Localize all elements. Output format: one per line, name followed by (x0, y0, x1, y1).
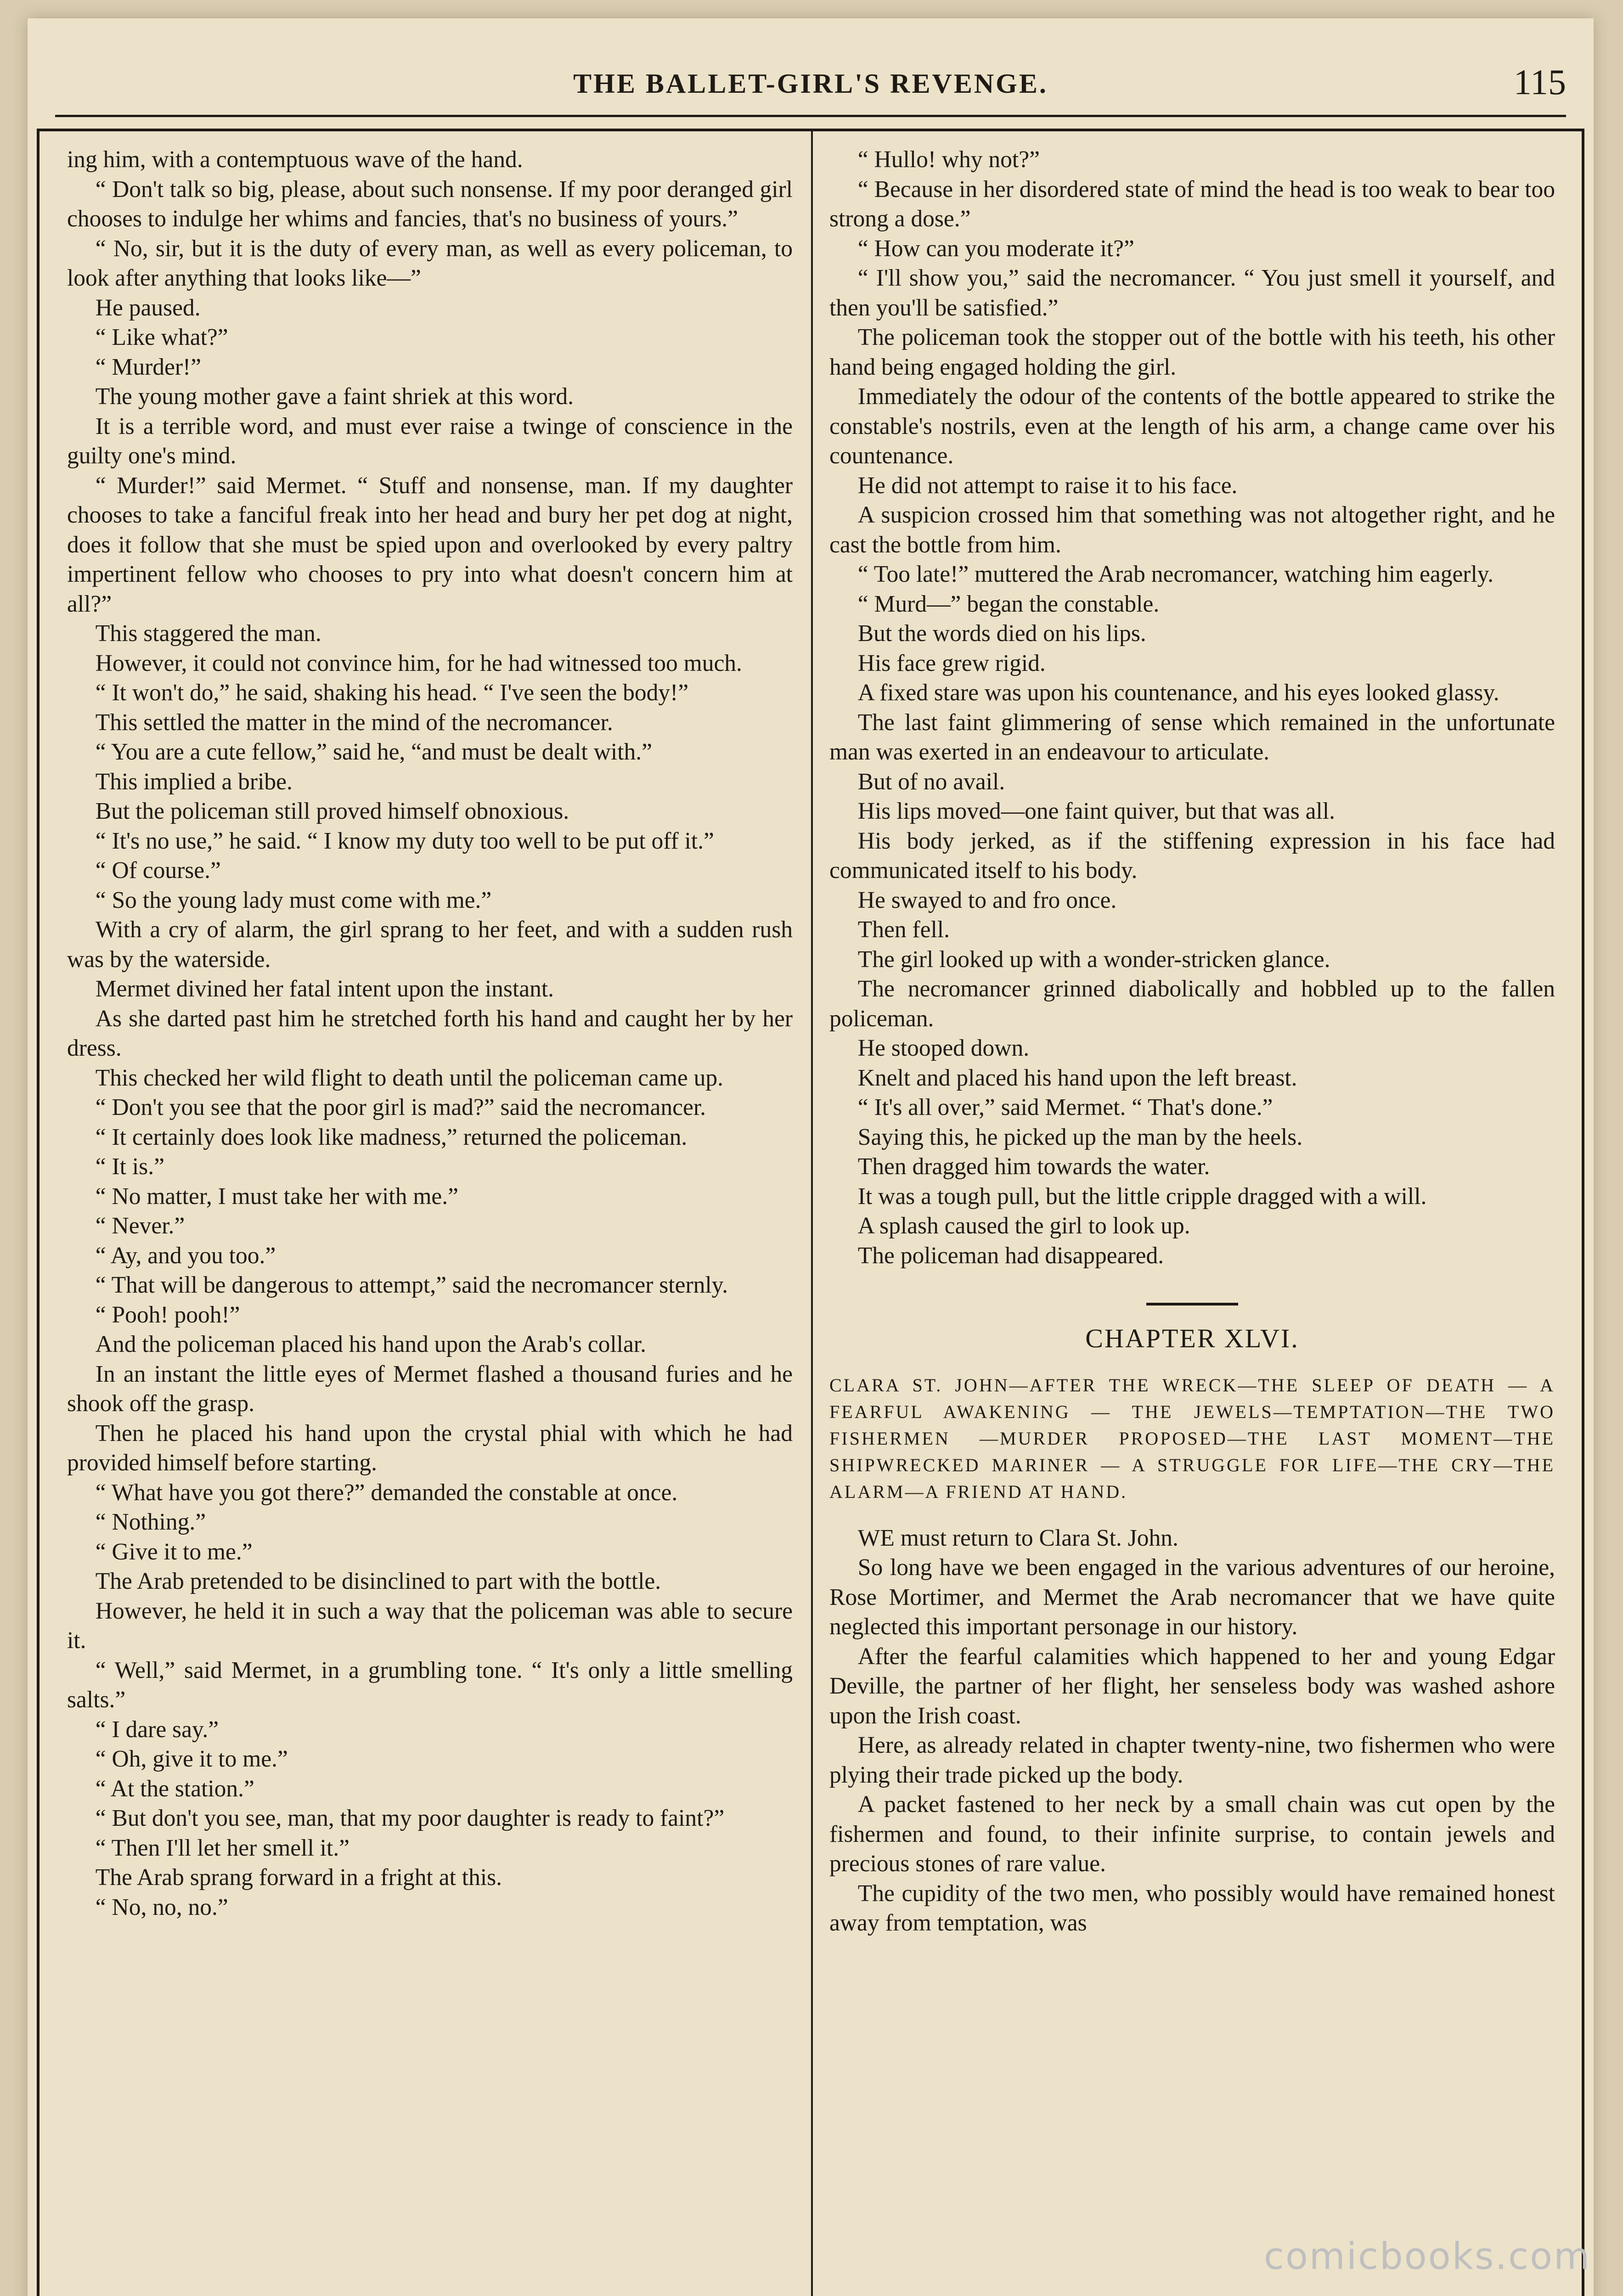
paragraph: After the fearful calamities which happened to her and young Edgar Deville, the partner of her flight, her senseless body was washed ashore upon the Irish coast. (829, 1643, 1555, 1729)
paragraph: Immediately the odour of the contents of the bottle appeared to strike the constable's nostrils, even at the length of his arm, a change came over his countenance. (829, 383, 1555, 469)
paragraph: “ No, sir, but it is the duty of every man, as well as every policeman, to look after anything that looks like—” (67, 235, 793, 291)
paragraph: Mermet divined her fatal intent upon the instant. (95, 976, 554, 1002)
chapter-paragraphs (829, 1524, 1555, 1938)
paragraph: “ Of course.” (95, 857, 221, 884)
paragraph: “ It certainly does look like madness,” returned the policeman. (95, 1124, 688, 1150)
paragraph: Saying this, he picked up the man by the heels. (857, 1124, 1303, 1150)
paragraph: He stooped down. (857, 1035, 1030, 1061)
paragraph: The policeman had disappeared. (857, 1242, 1164, 1269)
book-page (28, 18, 1594, 2296)
paragraph: Here, as already related in chapter twenty-nine, two fishermen who were plying their trade picked up the body. (829, 1732, 1555, 1788)
page-number: 115 (1513, 62, 1566, 102)
paragraph: It was a tough pull, but the little cripple dragged with a will. (857, 1183, 1427, 1210)
paragraph: “ So the young lady must come with me.” (95, 887, 492, 913)
paragraph: “ No, no, no.” (95, 1894, 228, 1920)
paragraph: “ I dare say.” (95, 1716, 219, 1743)
paragraph: With a cry of alarm, the girl sprang to her feet, and with a sudden rush was by the waterside. (67, 917, 793, 973)
paragraph: This checked her wild flight to death until the policeman came up. (95, 1064, 723, 1091)
paragraph: “ What have you got there?” demanded the constable at once. (95, 1479, 678, 1506)
paragraph: “ Murd—” began the constable. (857, 591, 1160, 617)
paragraph: His face grew rigid. (857, 650, 1046, 676)
right-column-paragraphs (829, 145, 1555, 1271)
paragraph: A packet fastened to her neck by a small chain was cut open by the fishermen and found, to their infinite surprise, to contain jewels and precious stones of rare value. (829, 1791, 1555, 1877)
paragraph: WE must return to Clara St. John. (857, 1525, 1178, 1551)
paragraph: The young mother gave a faint shriek at this word. (95, 383, 574, 410)
paragraph: Knelt and placed his hand upon the left breast. (857, 1064, 1297, 1091)
paragraph: “ Nothing.” (95, 1509, 206, 1535)
paragraph: He paused. (95, 294, 201, 321)
paragraph: “ Don't talk so big, please, about such nonsense. If my poor deranged girl chooses to indulge her whims and fancies, that's no business of yours.” (67, 176, 793, 232)
page-header (55, 51, 1566, 117)
paragraph: “ Pooh! pooh!” (95, 1301, 240, 1328)
paragraph: “ Murder!” said Mermet. “ Stuff and nonsense, man. If my daughter chooses to take a fanciful freak into her head and bury her pet dog at night, does it follow that she must be spied upon and overlooked by every paltry impertinent fellow who chooses to pry into what doesn't concern him at all?” (67, 472, 793, 617)
paragraph: “ Like what?” (95, 324, 228, 350)
running-title: THE BALLET-GIRL'S REVENGE. (573, 68, 1048, 99)
paragraph: A suspicion crossed him that something was not altogether right, and he cast the bottle from him. (829, 502, 1555, 558)
paragraph: However, it could not convince him, for he had witnessed too much. (95, 650, 742, 676)
paragraph: Then fell. (857, 917, 950, 943)
paragraph: This settled the matter in the mind of the necromancer. (95, 709, 613, 736)
paragraph: This staggered the man. (95, 620, 321, 647)
paragraph: The Arab sprang forward in a fright at this. (95, 1864, 502, 1891)
section-separator (1146, 1303, 1238, 1306)
paragraph: So long have we been engaged in the various adventures of our heroine, Rose Mortimer, and Mermet the Arab necromancer that we have quite neglected this important personage in our history. (829, 1554, 1555, 1640)
paragraph: “ Well,” said Mermet, in a grumbling tone. “ It's only a little smelling salts.” (67, 1657, 793, 1713)
paragraph: “ That will be dangerous to attempt,” said the necromancer sternly. (95, 1272, 728, 1298)
paragraph: “ Because in her disordered state of mind the head is too weak to bear too strong a dose.” (829, 176, 1555, 232)
paragraph: A splash caused the girl to look up. (857, 1213, 1190, 1239)
paragraph: “ I'll show you,” said the necromancer. “ You just smell it yourself, and then you'll be satisfied.” (829, 265, 1555, 321)
left-column (67, 145, 793, 2296)
paragraph: “ It's all over,” said Mermet. “ That's done.” (857, 1094, 1273, 1120)
paragraph: “ You are a cute fellow,” said he, “and must be dealt with.” (95, 739, 653, 765)
paragraph: “ But don't you see, man, that my poor daughter is ready to faint?” (95, 1805, 725, 1831)
paragraph: “ Oh, give it to me.” (95, 1746, 288, 1772)
paragraph: But the words died on his lips. (857, 620, 1146, 647)
paragraph: A fixed stare was upon his countenance, and his eyes looked glassy. (857, 680, 1499, 706)
paragraph: He did not attempt to raise it to his face. (857, 472, 1238, 499)
paragraph: His lips moved—one faint quiver, but that was all. (857, 798, 1336, 824)
paragraph: “ Don't you see that the poor girl is mad?” said the necromancer. (95, 1094, 706, 1120)
paragraph: “ At the station.” (95, 1775, 254, 1802)
paragraph: “ It is.” (95, 1154, 164, 1180)
paragraph: But of no avail. (857, 768, 1005, 795)
paragraph: He swayed to and fro once. (857, 887, 1117, 913)
paragraph: This implied a bribe. (95, 768, 293, 795)
paragraph: “ Give it to me.” (95, 1538, 253, 1565)
paragraph: The policeman took the stopper out of the bottle with his teeth, his other hand being engaged holding the girl. (829, 324, 1555, 380)
watermark: comicbooks.com (1263, 2235, 1591, 2278)
paragraph: But the policeman still proved himself obnoxious. (95, 798, 569, 824)
paragraph: “ How can you moderate it?” (857, 235, 1134, 262)
chapter-summary: CLARA ST. JOHN—AFTER THE WRECK—THE SLEEP OF DEATH — A FEARFUL AWAKENING — THE JEWELS—TEMPTATION—THE TWO FISHERMEN —MURDER PROPOSED—THE LAST MOMENT—THE SHIPWRECKED MARINER — A STRUGGLE FOR LIFE—THE CRY—THE ALARM—A FRIEND AT HAND. (829, 1374, 1555, 1502)
paragraph: “ Ay, and you too.” (95, 1242, 276, 1269)
paragraph: However, he held it in such a way that the policeman was able to secure it. (67, 1598, 793, 1654)
paragraph: Then dragged him towards the water. (857, 1154, 1210, 1180)
paragraph: The Arab pretended to be disinclined to part with the bottle. (95, 1568, 661, 1594)
paragraph: And the policeman placed his hand upon the Arab's collar. (95, 1331, 646, 1357)
paragraph: In an instant the little eyes of Mermet flashed a thousand furies and he shook off the grasp. (67, 1361, 793, 1417)
paragraph: The necromancer grinned diabolically and hobbled up to the fallen policeman. (829, 976, 1555, 1032)
paragraph: Then he placed his hand upon the crystal phial with which he had provided himself before starting. (67, 1420, 793, 1476)
paragraph: “ Then I'll let her smell it.” (95, 1835, 349, 1861)
paragraph: “ Never.” (95, 1213, 185, 1239)
chapter-title: CHAPTER XLVI. (1085, 1323, 1299, 1353)
column-divider (811, 131, 813, 2296)
paragraph: “ Murder!” (95, 354, 201, 380)
paragraph: It is a terrible word, and must ever raise a twinge of conscience in the guilty one's mind. (67, 413, 793, 469)
paragraph: His body jerked, as if the stiffening expression in his face had communicated itself to his body. (829, 827, 1555, 884)
paragraph: ing him, with a contemptuous wave of the hand. (67, 146, 523, 173)
paragraph: The cupidity of the two men, who possibly would have remained honest away from temptation, was (829, 1880, 1555, 1936)
paragraph: “ Too late!” muttered the Arab necromancer, watching him eagerly. (857, 561, 1494, 587)
paragraph: “ It won't do,” he said, shaking his head. “ I've seen the body!” (95, 680, 689, 706)
text-frame (37, 129, 1584, 2296)
paragraph: The last faint glimmering of sense which remained in the unfortunate man was exerted in an endeavour to articulate. (829, 709, 1555, 765)
paragraph: The girl looked up with a wonder-stricken glance. (857, 946, 1330, 973)
paragraph: “ No matter, I must take her with me.” (95, 1183, 458, 1210)
right-column (829, 145, 1555, 2296)
paragraph: As she darted past him he stretched forth his hand and caught her by her dress. (67, 1005, 793, 1061)
paragraph: “ Hullo! why not?” (857, 146, 1040, 173)
paragraph: “ It's no use,” he said. “ I know my duty too well to be put off it.” (95, 827, 714, 854)
